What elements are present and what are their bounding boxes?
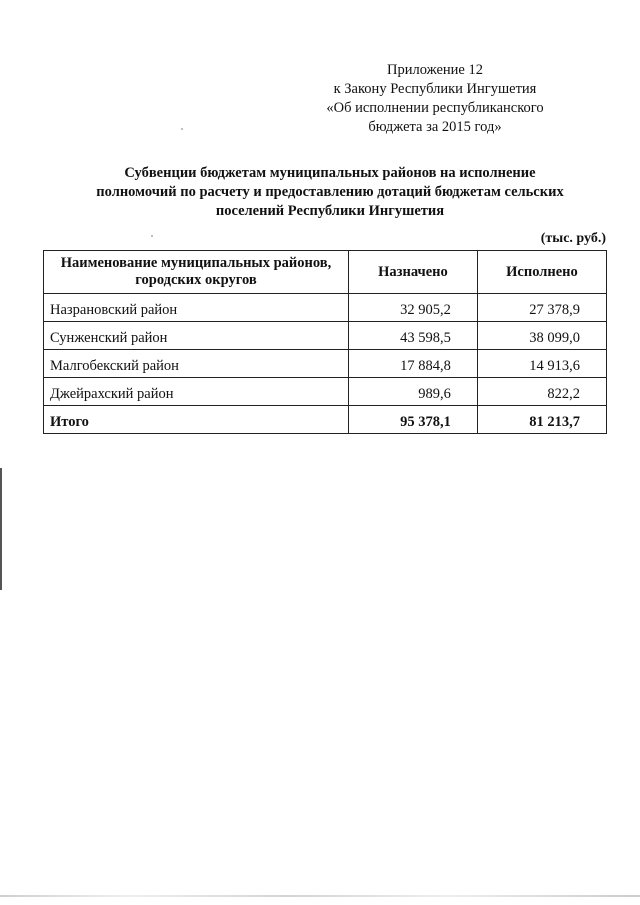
total-executed-amount: 81 213,7 [477,406,606,434]
planned-amount: 17 884,8 [348,350,477,378]
table-total-row [44,406,607,434]
table-row [44,350,607,378]
header-name-line-1: Наименование муниципальных районов, [60,255,332,271]
table-header-row [44,251,607,294]
executed-amount: 822,2 [477,378,606,406]
district-name: Джейрахский район [44,378,349,406]
executed-amount: 27 378,9 [477,294,606,322]
title-line-3: поселений Республики Ингушетия [215,203,445,219]
total-planned-amount: 95 378,1 [348,406,477,434]
scan-edge-mark [0,468,2,590]
table-row [44,294,607,322]
district-name: Назрановский район [44,294,349,322]
header-planned: Назначено [348,251,477,294]
planned-amount: 32 905,2 [348,294,477,322]
subvention-table [43,250,607,434]
appendix-law-title-cont: бюджета за 2015 год» [368,119,502,135]
document-title [70,164,590,221]
total-label: Итого [44,406,349,434]
district-name: Малгобекский район [44,350,349,378]
title-line-1: Субвенции бюджетам муниципальных районов на исполнение [124,165,536,181]
table-row [44,322,607,350]
units-label: (тыс. руб.) [540,231,606,246]
executed-amount: 14 913,6 [477,350,606,378]
title-line-2: полномочий по расчету и предоставлению дотаций бюджетам сельских [96,184,564,200]
planned-amount: 43 598,5 [348,322,477,350]
header-name-line-2: городских округов [135,272,257,288]
header-executed: Исполнено [477,251,606,294]
appendix-number: Приложение 12 [387,62,483,78]
appendix-law-title: «Об исполнении республиканского [326,100,544,116]
planned-amount: 989,6 [348,378,477,406]
scan-speck [151,235,153,237]
scan-bottom-edge [0,895,640,897]
appendix-header [300,61,570,137]
scan-speck [181,128,183,130]
table-row [44,378,607,406]
district-name: Сунженский район [44,322,349,350]
header-district-name [44,251,349,294]
appendix-law-reference: к Закону Республики Ингушетия [333,81,537,97]
executed-amount: 38 099,0 [477,322,606,350]
